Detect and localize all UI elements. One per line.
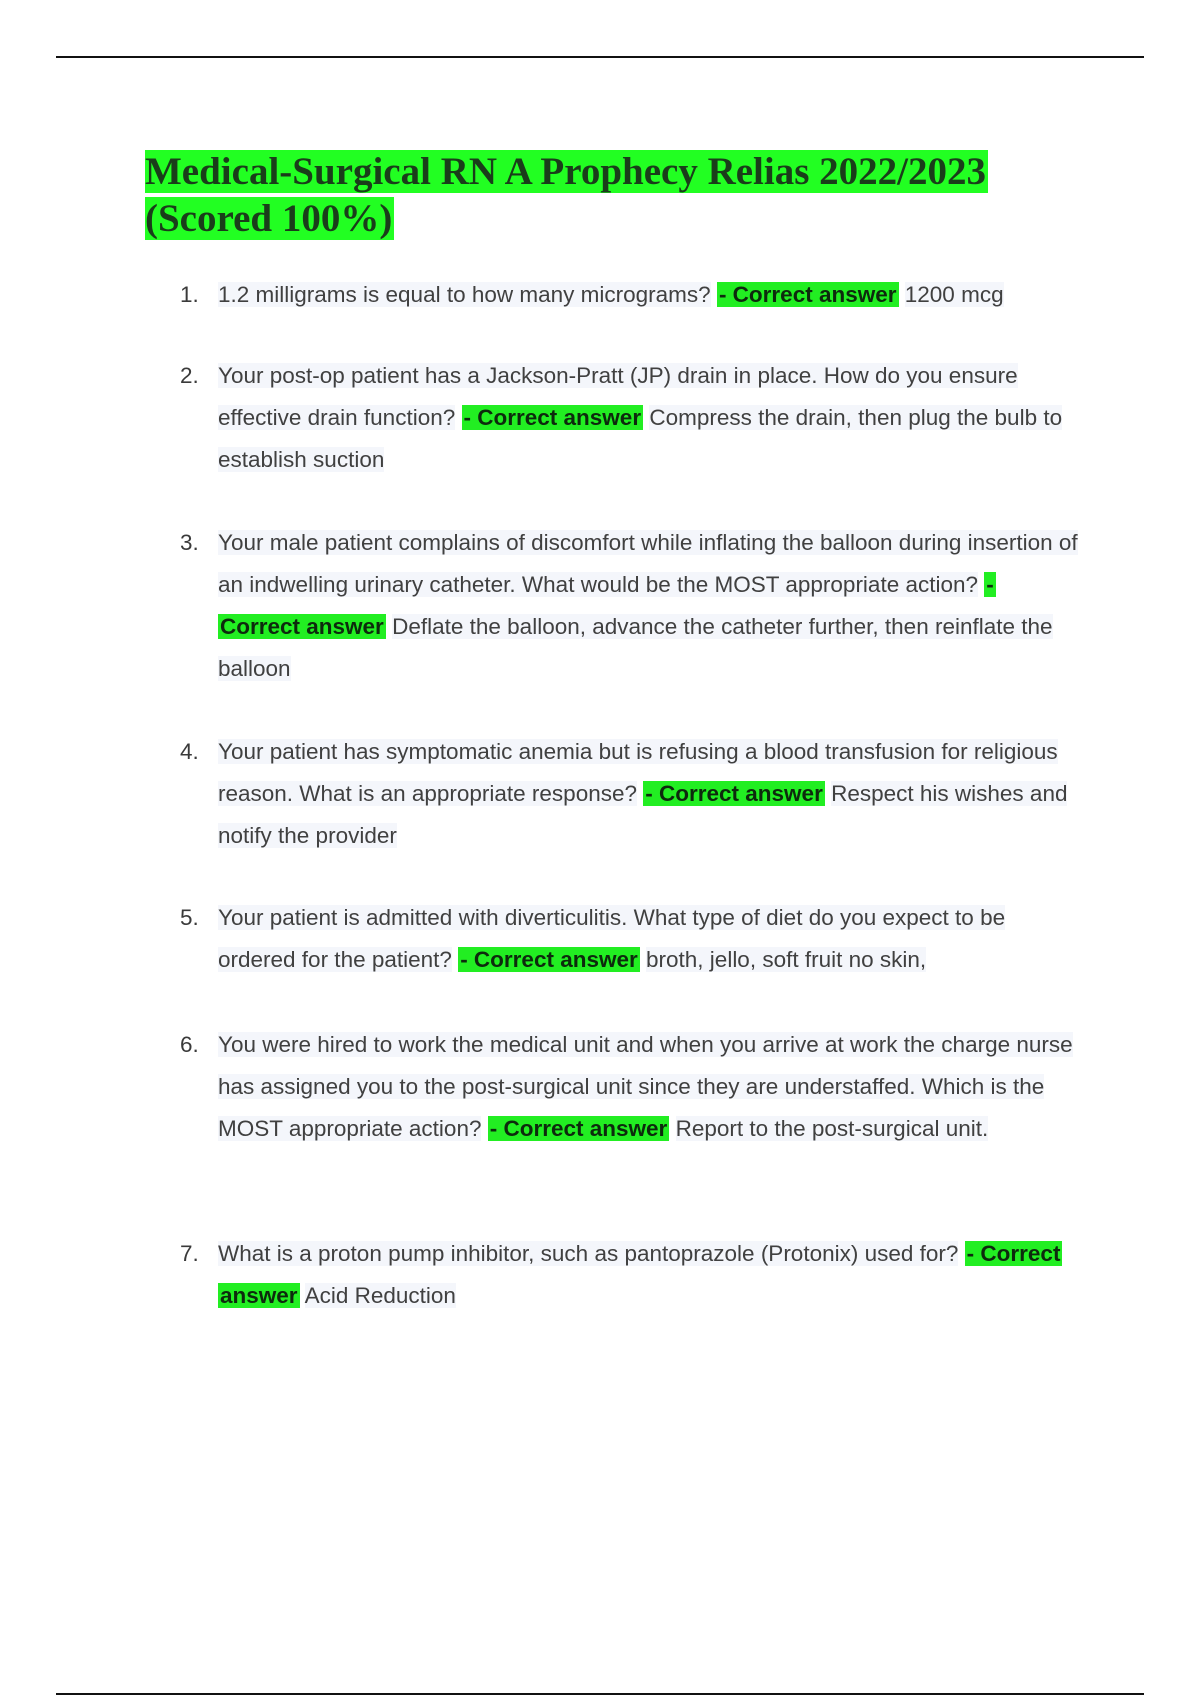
correct-answer-label: - Correct answer — [220, 1241, 1061, 1308]
correct-answer-label: - Correct answer — [220, 572, 994, 639]
question-body — [218, 1024, 1080, 1150]
question-number: 7. — [180, 1241, 199, 1266]
answer-text: 1200 mcg — [904, 282, 1004, 307]
answer-text: broth, jello, soft fruit no skin, — [646, 947, 927, 972]
bottom-divider — [56, 1693, 1144, 1695]
answer-text: Compress the drain, then plug the bulb to establish suction — [218, 405, 1063, 472]
question-number: 5. — [180, 905, 199, 930]
question-text: What is a proton pump inhibitor, such as pantoprazole (Protonix) used for? — [218, 1241, 959, 1266]
question-body — [218, 731, 1080, 857]
question-text: Your patient has symptomatic anemia but is refusing a blood transfusion for religious reason. What is an appropriate response? — [218, 739, 1058, 806]
question-text: Your patient is admitted with diverticulitis. What type of diet do you expect to be ordered for the patient? — [218, 905, 1006, 972]
correct-answer-label: - Correct answer — [460, 947, 638, 972]
question-number: 2. — [180, 363, 199, 388]
answer-text: Respect his wishes and notify the provider — [218, 781, 1068, 848]
question-text: 1.2 milligrams is equal to how many micrograms? — [218, 282, 711, 307]
answer-text: Report to the post-surgical unit. — [675, 1116, 989, 1141]
question-text: Your post-op patient has a Jackson-Pratt (JP) drain in place. How do you ensure effective drain function? — [218, 363, 1018, 430]
question-body — [218, 522, 1080, 690]
question-body — [218, 897, 1080, 981]
correct-answer-label: - Correct answer — [489, 1116, 668, 1141]
correct-answer-label: - Correct answer — [645, 781, 823, 806]
question-body — [218, 355, 1080, 481]
answer-text: Deflate the balloon, advance the catheter further, then reinflate the balloon — [218, 614, 1053, 681]
answer-text: Acid Reduction — [304, 1283, 456, 1308]
question-body — [218, 1233, 1080, 1317]
question-text: You were hired to work the medical unit and when you arrive at work the charge nurse has assigned you to the post-surgical unit since they are understaffed. Which is the MOST appropriate action? — [218, 1032, 1073, 1141]
question-number: 1. — [180, 282, 199, 307]
question-body — [218, 274, 1080, 316]
title-highlight: Medical-Surgical RN A Prophecy Relias 2022/2023 (Scored 100%) — [145, 150, 986, 240]
question-text: Your male patient complains of discomfort while inflating the balloon during insertion of an indwelling urinary catheter. What would be the MOST appropriate action? — [218, 530, 1078, 597]
question-number: 6. — [180, 1032, 199, 1057]
correct-answer-label: - Correct answer — [718, 282, 897, 307]
question-number: 3. — [180, 530, 199, 555]
question-number: 4. — [180, 739, 199, 764]
correct-answer-label: - Correct answer — [463, 405, 642, 430]
